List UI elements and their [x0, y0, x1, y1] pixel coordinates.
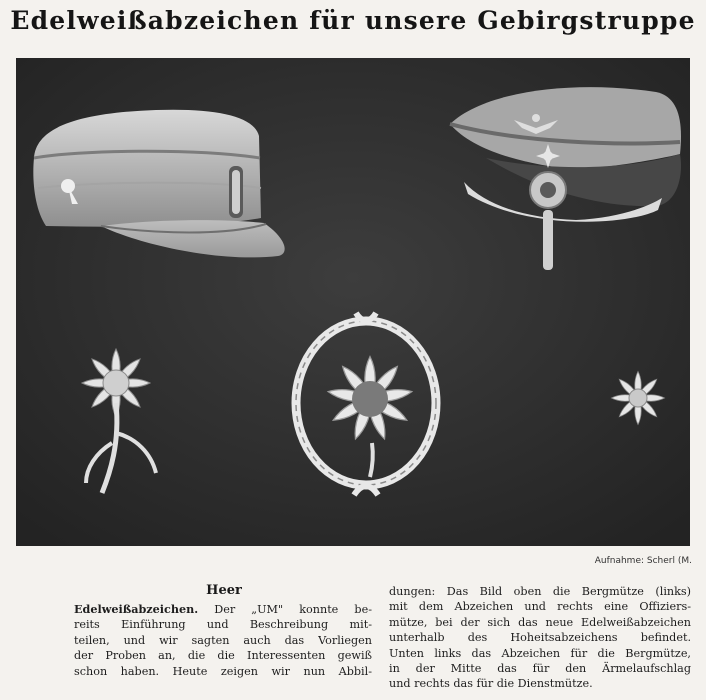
article-line: in der Mitte das für den Ärmelaufschlag: [389, 662, 691, 676]
article-line: dungen: Das Bild oben die Bergmütze (links): [389, 585, 691, 598]
article-line: unterhalb des Hoheitsabzeichens befindet.: [389, 631, 691, 645]
article-line: und rechts das für die Dienstmütze.: [389, 677, 593, 691]
article-lead: Edelweißabzeichen.: [74, 602, 199, 616]
article-line: mütze, bei der sich das neue Edelweißabzeichen: [389, 615, 691, 629]
service-cap-edelweiss-badge-image: [611, 371, 664, 424]
section-heading: Heer: [206, 583, 242, 598]
photograph: [16, 58, 690, 546]
article-line: der Proben an, die die Interessenten gewiß: [74, 649, 372, 663]
article-line: Unten links das Abzeichen für die Bergmütze,: [389, 646, 691, 660]
article-line: mit dem Abzeichen und rechts eine Offiziers-: [389, 600, 691, 614]
photo-drawing: [16, 58, 690, 546]
article-line-text: Der „UM" konnte be-: [198, 603, 372, 616]
photo-credit: Aufnahme: Scherl (M.: [594, 556, 692, 566]
article-column-right: [389, 584, 691, 692]
article-line: schon haben. Heute zeigen wir nun Abbil-: [74, 664, 372, 678]
article-line: teilen, und wir sagten auch das Vorliegen: [74, 633, 372, 647]
headline: Edelweißabzeichen für unsere Gebirgstruppe: [10, 6, 696, 35]
article-line: [74, 602, 372, 617]
article-line: reits Einführung und Beschreibung mit-: [74, 618, 372, 632]
article-column-left: [74, 602, 372, 679]
